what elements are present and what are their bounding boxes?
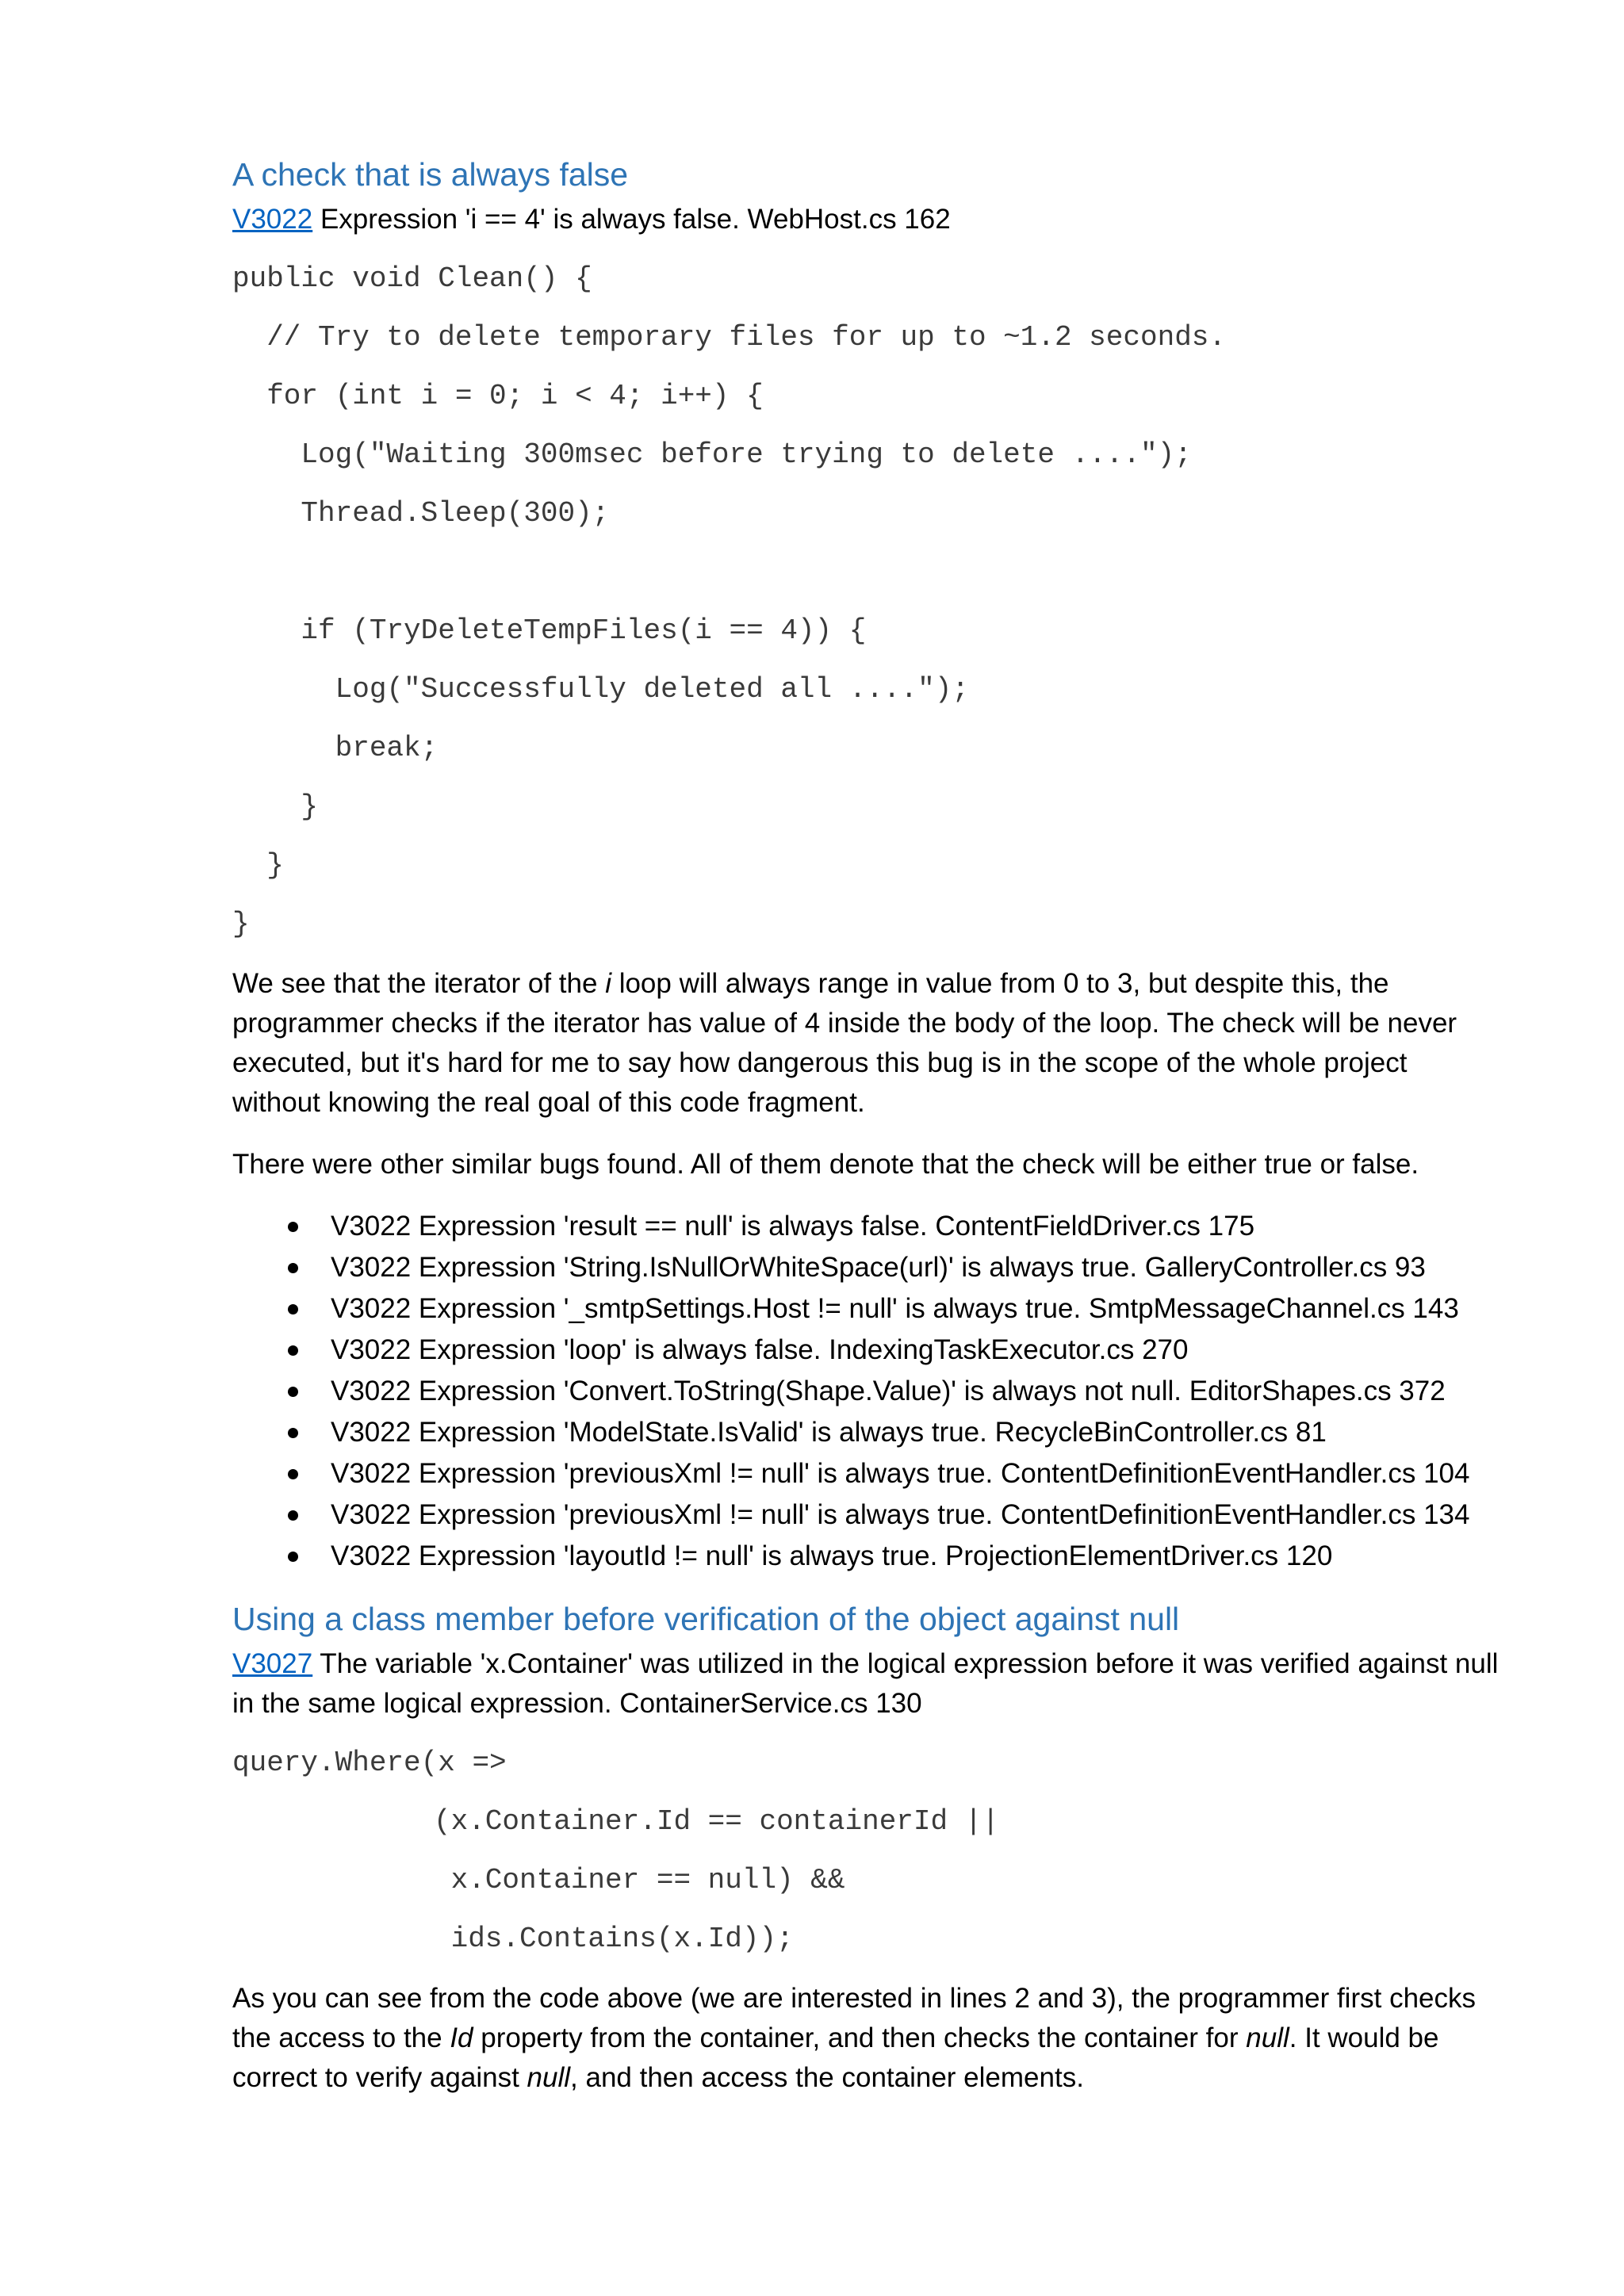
bullet-icon [288, 1469, 298, 1479]
document-page [232, 0, 1501, 2296]
code-line: Log("Successfully deleted all ...."); [232, 673, 969, 706]
section-heading-null-verification: Using a class member before verification of the object against null [232, 1601, 1180, 1637]
italic-term: Id [450, 2022, 473, 2053]
code-line: } [232, 849, 284, 882]
v3022-link[interactable]: V3022 [232, 204, 313, 235]
similar-bugs-list [232, 1207, 1501, 1578]
italic-term: null [527, 2062, 571, 2093]
similar-bugs-paragraph: There were other similar bugs found. All of them denote that the check will be either true or false. [232, 1149, 1419, 1180]
bullet-icon [288, 1345, 298, 1356]
list-item: V3022 Expression 'loop' is always false. IndexingTaskExecutor.cs 270 [232, 1330, 1501, 1372]
code-line: for (int i = 0; i < 4; i++) { [232, 380, 764, 412]
bullet-icon [288, 1428, 298, 1438]
diagnostic-line-v3027 [232, 1644, 1501, 1724]
section-heading-always-false: A check that is always false [232, 156, 629, 193]
code-line: if (TryDeleteTempFiles(i == 4)) { [232, 614, 867, 647]
list-item: V3022 Expression 'ModelState.IsValid' is always true. RecycleBinController.cs 81 [232, 1413, 1501, 1454]
code-line: } [232, 790, 319, 823]
diagnostic-line-v3022 [232, 200, 1501, 239]
v3027-link[interactable]: V3027 [232, 1648, 313, 1679]
list-item: V3022 Expression 'String.IsNullOrWhiteSpace(url)' is always true. GalleryController.cs 93 [232, 1248, 1501, 1289]
list-item: V3022 Expression '_smtpSettings.Host != null' is always true. SmtpMessageChannel.cs 143 [232, 1289, 1501, 1330]
code-line: query.Where(x => [232, 1747, 507, 1779]
code-line: break; [232, 732, 439, 764]
list-item: V3022 Expression 'layoutId != null' is always true. ProjectionElementDriver.cs 120 [232, 1536, 1501, 1578]
bullet-icon [288, 1510, 298, 1521]
code-line: x.Container == null) && [434, 1864, 845, 1896]
code-line: (x.Container.Id == containerId || [434, 1805, 999, 1838]
code-line: ids.Contains(x.Id)); [434, 1923, 794, 1955]
explanation-paragraph-loop [232, 964, 1501, 1123]
explanation-paragraph-container: As you can see from the code above (we are interested in lines 2 and 3), the programmer first checks the access to the Id property from the container, and then checks the container for null. It would be correct to verify against null, and then access the container elements. [232, 1983, 1476, 2093]
list-item: V3022 Expression 'previousXml != null' is always true. ContentDefinitionEventHandler.cs 104 [232, 1454, 1501, 1495]
bullet-icon [288, 1552, 298, 1562]
diagnostic-text: Expression 'i == 4' is always false. WebHost.cs 162 [312, 204, 951, 235]
italic-term: null [1246, 2022, 1289, 2053]
paragraph-text: loop will always range in value from 0 to 3, but despite this, the programmer checks if the iterator has value of 4 inside the body of the loop. The check will be never executed, but it's hard for me to say how dangerous this bug is in the scope of the whole project without knowing the real goal of this code fragment. [232, 968, 1457, 1118]
italic-variable: i [605, 968, 611, 999]
code-line: Thread.Sleep(300); [232, 497, 610, 530]
diagnostic-text: The variable 'x.Container' was utilized in the logical expression before it was verified against null in the same logical expression. ContainerService.cs 130 [232, 1648, 1499, 1719]
code-line: // Try to delete temporary files for up to ~1.2 seconds. [232, 321, 1227, 354]
bullet-icon [288, 1222, 298, 1232]
code-line: Log("Waiting 300msec before trying to delete ...."); [232, 438, 1192, 471]
list-item: V3022 Expression 'result == null' is always false. ContentFieldDriver.cs 175 [232, 1207, 1501, 1248]
code-line: } [232, 908, 250, 940]
paragraph-text: We see that the iterator of the [232, 968, 606, 999]
bullet-icon [288, 1263, 298, 1273]
list-item: V3022 Expression 'Convert.ToString(Shape.Value)' is always not null. EditorShapes.cs 372 [232, 1372, 1501, 1413]
bullet-icon [288, 1304, 298, 1314]
list-item: V3022 Expression 'previousXml != null' is always true. ContentDefinitionEventHandler.cs 134 [232, 1495, 1501, 1536]
bullet-icon [288, 1387, 298, 1397]
code-line: public void Clean() { [232, 262, 592, 295]
